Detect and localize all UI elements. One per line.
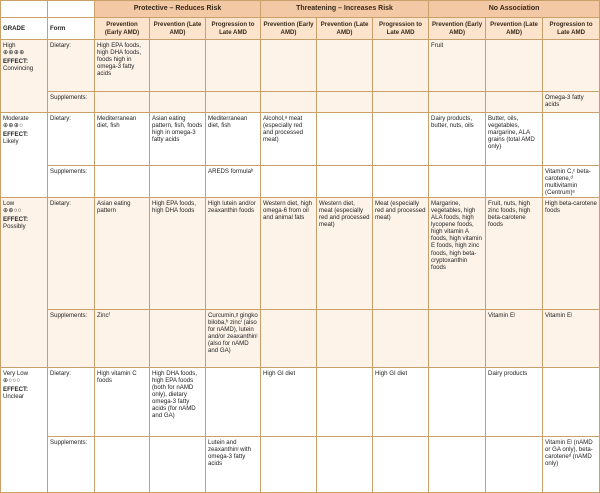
table-cell — [373, 437, 429, 493]
form-cell: Dietary: — [48, 113, 95, 166]
table-cell — [543, 40, 600, 92]
form-cell: Supplements: — [48, 437, 95, 493]
table-cell — [150, 437, 206, 493]
grade-symbols: ⊕⊕⊕⊕ — [3, 48, 25, 56]
table-row — [1, 166, 600, 198]
table-cell: Lutein and zeaxanthinʲ with omega-3 fatty acids — [206, 437, 261, 493]
table-cell: Curcumin,ᵍ gingko biloba,ʰ zincⁱ (also for nAMD), lutein and/or zeaxanthinʲ (also for nAMD and GA) — [206, 310, 261, 368]
header-blank-grade — [1, 1, 48, 18]
table-cell: Vitamin Eʲ — [486, 310, 543, 368]
table-cell — [150, 166, 206, 198]
table-row — [1, 198, 600, 310]
table-row — [1, 368, 600, 437]
table-cell — [317, 368, 373, 437]
form-cell: Dietary: — [48, 198, 95, 310]
table-cell: Vitamin C,ᶜ beta-carotene,ᵈ multivitamin (Centrum)ᵉ — [543, 166, 600, 198]
group-header-protective: Protective – Reduces Risk — [95, 1, 261, 18]
table-cell — [373, 113, 429, 166]
effect-label: EFFECT: — [3, 130, 29, 138]
table-cell — [543, 113, 600, 166]
table-cell — [373, 40, 429, 92]
grade-symbols: ⊕○○○ — [3, 376, 21, 384]
table-row — [1, 437, 600, 493]
subcolumn-header: Prevention (Early AMD) — [261, 18, 317, 40]
table-cell — [373, 92, 429, 113]
table-cell — [150, 310, 206, 368]
table-cell: Mediterranean diet, fish — [95, 113, 150, 166]
grade-name: Low — [3, 199, 15, 207]
table-cell: AREDS formulaᵇ — [206, 166, 261, 198]
subcolumn-header: Prevention (Late AMD) — [150, 18, 206, 40]
table-cell: Fruit, nuts, high zinc foods, high beta-carotene foods — [486, 198, 543, 310]
table-cell — [95, 92, 150, 113]
subcolumn-header: Prevention (Early AMD) — [95, 18, 150, 40]
table-cell: High DHA foods, high EPA foods (both for nAMD only), dietary omega-3 fatty acids (for nAMD and GA) — [150, 368, 206, 437]
grade-name: High — [3, 41, 16, 49]
form-cell: Supplements: — [48, 310, 95, 368]
table-cell: High vitamin C foods — [95, 368, 150, 437]
table-cell: Asian eating pattern — [95, 198, 150, 310]
table-cell: High lutein and/or zeaxanthin foods — [206, 198, 261, 310]
table-cell — [150, 92, 206, 113]
form-cell: Dietary: — [48, 40, 95, 92]
table-cell — [261, 437, 317, 493]
table-cell — [429, 310, 486, 368]
effect-value: Convincing — [3, 64, 34, 72]
group-header-no-association: No Association — [429, 1, 600, 18]
grade-cell — [1, 40, 48, 113]
grade-cell — [1, 368, 48, 493]
table-cell: Omega-3 fatty acids — [543, 92, 600, 113]
table-cell: Vitamin Eʲ (nAMD or GA only), beta-caroteneᵈ (nAMD only) — [543, 437, 600, 493]
table-cell — [373, 310, 429, 368]
table-cell: Asian eating pattern, fish, foods high in omega-3 fatty acids — [150, 113, 206, 166]
table-cell: Dairy products — [486, 368, 543, 437]
table-cell: Western diet, meat (especially red and processed meat) — [317, 198, 373, 310]
grade-rows-body — [1, 40, 600, 493]
table-cell — [317, 437, 373, 493]
subcolumn-header: Prevention (Early AMD) — [429, 18, 486, 40]
table-cell — [373, 166, 429, 198]
table-cell — [486, 92, 543, 113]
table-cell: Zincᶠ — [95, 310, 150, 368]
table-cell — [317, 113, 373, 166]
table-cell: Fruit — [429, 40, 486, 92]
table-cell — [206, 368, 261, 437]
table-cell — [261, 92, 317, 113]
table-cell: Meat (especially red and processed meat) — [373, 198, 429, 310]
table-cell: Mediterranean diet, fish — [206, 113, 261, 166]
effect-value: Unclear — [3, 393, 24, 401]
table-cell: High beta-carotene foods — [543, 198, 600, 310]
table-cell — [486, 437, 543, 493]
table-cell — [261, 166, 317, 198]
form-cell: Supplements: — [48, 92, 95, 113]
table-cell — [261, 40, 317, 92]
grade-cell — [1, 198, 48, 368]
form-column-header: Form — [48, 18, 95, 40]
table-row — [1, 92, 600, 113]
table-cell: High EPA foods, high DHA foods, foods high in omega-3 fatty acids — [95, 40, 150, 92]
table-cell — [206, 92, 261, 113]
table-cell — [317, 166, 373, 198]
table-row — [1, 310, 600, 368]
table-cell — [429, 166, 486, 198]
subcolumn-header: Prevention (Late AMD) — [486, 18, 543, 40]
effect-label: EFFECT: — [3, 216, 29, 224]
grade-symbols: ⊕⊕⊕○ — [3, 121, 24, 129]
table-cell — [429, 92, 486, 113]
effect-label: EFFECT: — [3, 57, 29, 65]
table-cell — [486, 40, 543, 92]
table-cell — [429, 368, 486, 437]
table-cell: Dairy products, butter, nuts, oils — [429, 113, 486, 166]
grade-name: Very Low — [3, 369, 29, 377]
group-header-threatening: Threatening – Increases Risk — [261, 1, 429, 18]
table-cell: Alcohol,ᵃ meat (especially red and processed meat) — [261, 113, 317, 166]
subcolumn-header: Progression to Late AMD — [206, 18, 261, 40]
grade-column-header: GRADE — [1, 18, 48, 40]
table-cell — [206, 40, 261, 92]
table-cell — [95, 437, 150, 493]
effect-label: EFFECT: — [3, 386, 29, 394]
effect-value: Likely — [3, 137, 19, 145]
table-cell — [261, 310, 317, 368]
table-cell — [317, 92, 373, 113]
form-cell: Supplements: — [48, 166, 95, 198]
form-cell: Dietary: — [48, 368, 95, 437]
effect-value: Possibly — [3, 223, 26, 231]
grade-symbols: ⊕⊕○○ — [3, 206, 22, 214]
table-cell — [317, 40, 373, 92]
table-row — [1, 40, 600, 92]
table-cell: Butter, oils, vegetables, margarine, ALA grains (total AMD only) — [486, 113, 543, 166]
table-row — [1, 113, 600, 166]
grade-cell — [1, 113, 48, 198]
table-cell — [429, 437, 486, 493]
table-cell: High EPA foods, high DHA foods — [150, 198, 206, 310]
subcolumn-header: Prevention (Late AMD) — [317, 18, 373, 40]
table-cell: Margarine, vegetables, high ALA foods, high lycopene foods, high vitamin A foods, high vitamin E foods, high zinc foods, high beta-cryptoxanthin foods — [429, 198, 486, 310]
table-cell: High GI diet — [261, 368, 317, 437]
subcolumn-header: Progression to Late AMD — [373, 18, 429, 40]
table-cell: High GI diet — [373, 368, 429, 437]
table-cell — [95, 166, 150, 198]
table-cell — [317, 310, 373, 368]
table-cell: Vitamin Eʲ — [543, 310, 600, 368]
table-cell — [486, 166, 543, 198]
table-cell — [150, 40, 206, 92]
subcolumn-header: Progression to Late AMD — [543, 18, 600, 40]
table-cell — [543, 368, 600, 437]
table-cell: Western diet, high omega-6 from oil and animal fats — [261, 198, 317, 310]
header-blank-form — [48, 1, 95, 18]
grade-name: Moderate — [3, 114, 29, 122]
